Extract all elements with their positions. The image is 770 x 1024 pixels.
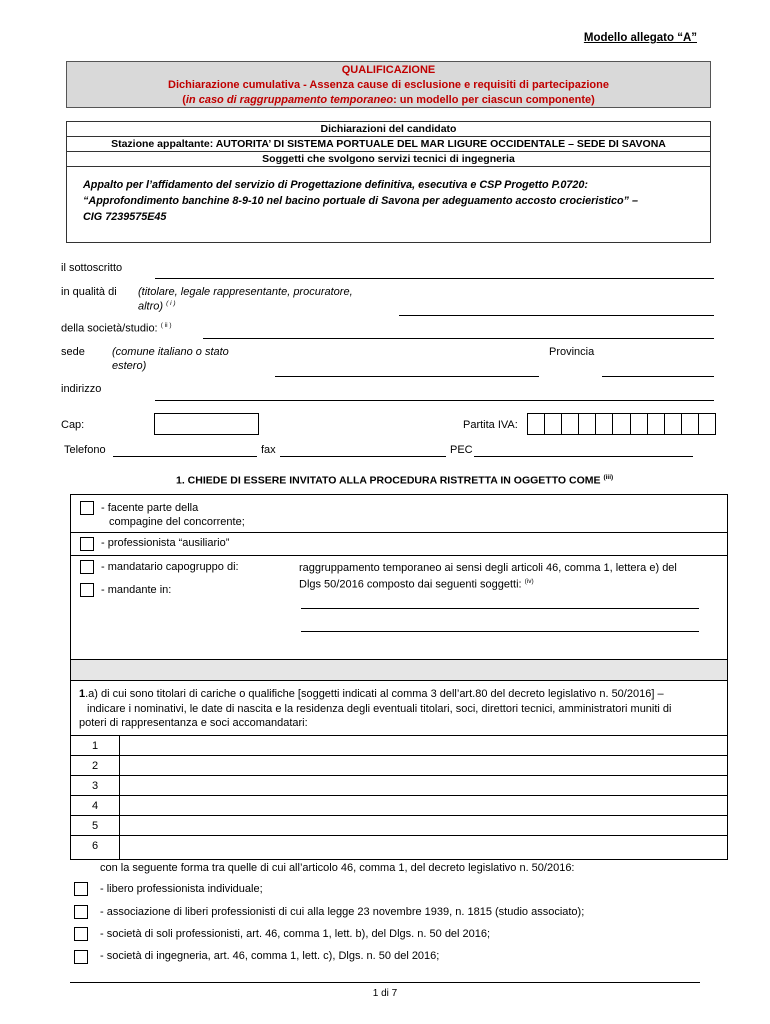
forma-option-3: - società di soli professionisti, art. 46, comma 1, lett. b), del Dlgs. n. 50 del 2016; — [100, 928, 491, 940]
section1a-line-1: .a) di cui sono titolari di cariche o qualifiche [soggetti indicati al comma 3 dell’art.80 del decreto legislativo n. 50/2016] – — [85, 688, 664, 700]
appalto-text — [67, 167, 710, 225]
checkbox-ausiliario[interactable] — [80, 537, 94, 551]
header-note: (in caso di raggruppamento temporaneo: un modello per ciascun componente) — [182, 94, 595, 106]
section1-title — [176, 474, 613, 487]
telefono-label: Telefono — [64, 444, 106, 456]
option-facente-text: - facente parte della — [101, 502, 199, 514]
table-row[interactable] — [71, 835, 727, 859]
table-row[interactable] — [71, 775, 727, 796]
partita-iva-label: Partita IVA: — [463, 419, 518, 431]
section1a-text — [79, 687, 719, 731]
page-number: 1 di 7 — [372, 988, 398, 999]
row-number: 6 — [71, 836, 120, 859]
societa-label — [61, 322, 172, 335]
row-number: 1 — [71, 736, 120, 756]
partita-iva-field[interactable] — [527, 413, 716, 435]
subjects-row: Soggetti che svolgono servizi tecnici di ingegneria — [67, 152, 710, 167]
header-note-rest: : un modello per ciascun componente — [393, 94, 592, 106]
checkbox-mandante[interactable] — [80, 583, 94, 597]
raggruppamento-line-2: Dlgs 50/2016 composto dai seguenti soggetti: — [299, 578, 522, 591]
sottoscritto-field[interactable] — [155, 278, 714, 279]
qualita-hint-2-text: altro) — [138, 300, 164, 313]
indirizzo-field[interactable] — [155, 400, 714, 401]
raggruppamento-field-2[interactable] — [301, 631, 699, 632]
option-facente-text-2: compagine del concorrente; — [109, 516, 245, 528]
header-title: QUALIFICAZIONE — [341, 64, 436, 76]
forma-intro: con la seguente forma tra quelle di cui all’articolo 46, comma 1, del decreto legislativo n. 50/2016: — [100, 862, 575, 874]
note-ii: ( ii ) — [160, 322, 172, 329]
societa-field[interactable] — [203, 338, 714, 339]
section1a-line-2: indicare i nominativi, le date di nascita e la residenza degli eventuali titolari, soci, direttori tecnici, amministratori muniti di — [87, 702, 672, 715]
qualita-field[interactable] — [399, 315, 714, 316]
provincia-field[interactable] — [602, 376, 714, 377]
sede-field[interactable] — [275, 376, 539, 377]
cap-label: Cap: — [61, 419, 85, 431]
header-subtitle: Dichiarazione cumulativa - Assenza cause di esclusione e requisiti di partecipazione — [168, 79, 609, 91]
appalto-cig: CIG 7239575E45 — [83, 211, 167, 223]
raggruppamento-text — [299, 561, 719, 592]
checkbox-mandatario[interactable] — [80, 560, 94, 574]
page-footer — [70, 982, 700, 999]
indirizzo-label: indirizzo — [61, 383, 102, 395]
header-note-italic: in caso di raggruppamento temporaneo — [185, 94, 394, 106]
table-row[interactable] — [71, 815, 727, 836]
checkbox-facente[interactable] — [80, 501, 94, 515]
fax-field[interactable] — [280, 456, 446, 457]
provincia-label: Provincia — [549, 346, 595, 358]
sede-hint-2: estero) — [112, 360, 147, 372]
table-row[interactable] — [71, 795, 727, 816]
raggruppamento-line-1: raggruppamento temporaneo ai sensi degli articoli 46, comma 1, lettera e) del — [299, 562, 677, 574]
section1a-line-3: poteri di rappresentanza e soci accomandatari: — [79, 717, 308, 729]
pec-label: PEC — [450, 444, 473, 456]
section1-title-text: 1. CHIEDE DI ESSERE INVITATO ALLA PROCEDURA RISTRETTA IN OGGETTO COME — [176, 474, 601, 487]
candidate-heading: Dichiarazioni del candidato — [67, 122, 710, 137]
forma-option-1: - libero professionista individuale; — [100, 883, 263, 895]
table-row[interactable] — [71, 735, 727, 756]
cap-field[interactable] — [154, 413, 259, 435]
model-label: Modello allegato “A” — [583, 32, 697, 44]
qualification-header — [66, 61, 711, 108]
pec-field[interactable] — [474, 456, 693, 457]
table-row[interactable] — [71, 755, 727, 776]
row-number: 5 — [71, 816, 120, 836]
sottoscritto-label: il sottoscritto — [61, 262, 123, 274]
row-number: 3 — [71, 776, 120, 796]
candidate-box — [66, 121, 711, 243]
checkbox-libero[interactable] — [74, 882, 88, 896]
note-i: ( i ) — [166, 300, 176, 307]
note-iv: (iv) — [524, 578, 534, 585]
row-number: 2 — [71, 756, 120, 776]
section1-table — [70, 494, 728, 860]
raggruppamento-field-1[interactable] — [301, 608, 699, 609]
fax-label: fax — [261, 444, 276, 456]
qualita-hint: (titolare, legale rappresentante, procuratore, — [138, 286, 353, 298]
societa-text: della società/studio: — [61, 322, 158, 335]
forma-option-4: - società di ingegneria, art. 46, comma 1, lett. c), Dlgs. n. 50 del 2016; — [100, 950, 440, 962]
appalto-line-2: “Approfondimento banchine 8-9-10 nel bacino portuale di Savona per adeguamento accosto crocieristico” – — [83, 195, 638, 207]
station-row: Stazione appaltante: AUTORITA’ DI SISTEMA PORTUALE DEL MAR LIGURE OCCIDENTALE – SEDE DI SAVONA — [67, 137, 710, 152]
option-facente — [101, 501, 245, 529]
appalto-line-1: Appalto per l’affidamento del servizio di Progettazione definitiva, esecutiva e CSP Progetto P.0720: — [83, 179, 588, 191]
grey-separator — [71, 660, 727, 680]
telefono-field[interactable] — [113, 456, 257, 457]
qualita-hint-2 — [138, 300, 176, 313]
note-iii: (iii) — [603, 474, 614, 481]
option-mandatario: - mandatario capogruppo di: — [101, 561, 239, 573]
checkbox-associazione[interactable] — [74, 905, 88, 919]
option-ausiliario: - professionista “ausiliario” — [101, 537, 230, 549]
checkbox-societa-professionisti[interactable] — [74, 927, 88, 941]
section1a-num: 1 — [79, 688, 86, 700]
sede-label: sede — [61, 346, 85, 358]
row-number: 4 — [71, 796, 120, 816]
checkbox-societa-ingegneria[interactable] — [74, 950, 88, 964]
sede-hint: (comune italiano o stato — [112, 346, 229, 358]
qualita-label: in qualità di — [61, 286, 117, 298]
forma-option-2: - associazione di liberi professionisti di cui alla legge 23 novembre 1939, n. 1815 (studio associato); — [100, 906, 585, 918]
option-mandante: - mandante in: — [101, 584, 172, 596]
